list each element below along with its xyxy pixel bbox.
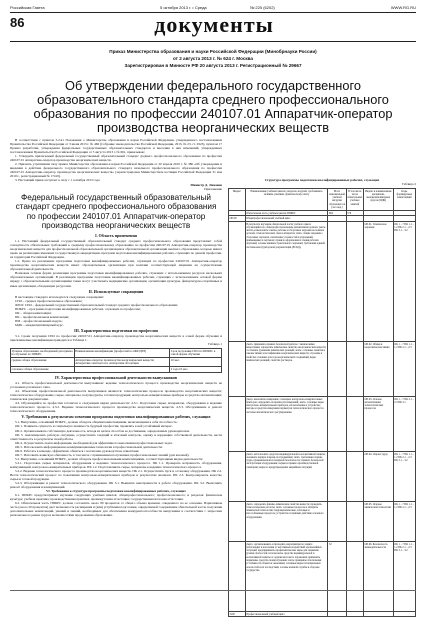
paragraph: ОК 1. Понимать сущность и социальную значимость будущей профессии, проявлять к ней устойчивый интерес. xyxy=(15,424,173,429)
table-cell: ОК 1 – 7 ПК 1.1 – 1.2 ПК 2.1 – 2.3 xyxy=(393,341,415,396)
table-row xyxy=(229,541,416,611)
table-row xyxy=(229,396,416,451)
section-heading: IV. Характеристика профессиональной деятельности выпускников xyxy=(54,375,178,381)
table-cell: среднее общее образование xyxy=(11,358,75,367)
table-cell: основное общее образование xyxy=(11,367,75,373)
table-cell xyxy=(346,396,363,451)
table1-label: Таблица 1 xyxy=(207,342,222,347)
table-cell xyxy=(346,221,363,341)
table-header-cell: Наименование учебных циклов, разделов, модулей, требования к знаниям, умениям, практическому опыту xyxy=(245,189,328,211)
table-header-cell: В том числе часов обязательных учебных занятий xyxy=(346,189,363,211)
table-cell: 2 года 10 мес. xyxy=(170,367,222,373)
paragraph: СПО – среднее профессиональное образование; xyxy=(15,298,83,303)
section-rule xyxy=(10,41,416,42)
table-cell: уметь: организовывать и проводить мероприятия по защите работающих и населения от негативных воздействий чрезвычайных ситуаций; предпринимать профилактические меры для снижения уровня опасностей; использовать средства индивидуальной и коллективной защиты от оружия массового поражения; применять первичные средства пожаротушения; знать: принципы обеспечения устойчивости объектов экономики; основные виды потенциальных опасностей и их последствия; основы военной службы и обороны государства. xyxy=(245,541,328,611)
masthead-issue: № 225 (6202) xyxy=(250,5,275,10)
standard-heading: Федеральный государственный образовательный стандарт среднего профессионального образования по профессии 240107.01 Аппаратчик-оператор производства неорганических веществ xyxy=(15,192,217,231)
minister-name: Д. Ливанов xyxy=(205,182,222,187)
table-cell: 864 xyxy=(328,210,346,215)
paragraph: ОК 4. Осуществлять поиск информации, необходимой для эффективного выполнения профессиональных задач. xyxy=(15,440,173,445)
table-header-cell: Индекс xyxy=(229,189,246,211)
paragraph: ПМ – профессиональный модуль; xyxy=(15,318,63,323)
masthead-paper: Российская Газета xyxy=(10,5,45,10)
table-cell: ОП.06. Безопасность жизнедеятельности xyxy=(363,541,393,611)
table-cell xyxy=(229,341,246,396)
appendix-label: Приложение xyxy=(204,186,222,191)
paragraph: 5.1. Выпускник, освоивший ППКРС, должен обладать общими компетенциями, включающими в себя способность: xyxy=(15,420,178,425)
table-cell xyxy=(346,501,363,541)
table-cell xyxy=(328,501,346,541)
table-cell xyxy=(328,221,346,341)
table-cell xyxy=(328,611,346,616)
masthead-site: WWW.RG.RU xyxy=(390,5,416,10)
table-header-cell: Наименование квалификации (профессий по ОКПДТР) xyxy=(74,349,169,358)
order-line-2: от 2 августа 2013 г. № 624 г. Москва xyxy=(172,56,253,61)
table-cell: уметь: использовать средства индивидуальной и коллективной защиты; оказывать первую помощь пострадавшим; знать: требования охраны труда, промышленной и пожарной безопасности; правила безопасной эксплуатации оборудования; нормы и правила производственной санитарии; меры по предупреждению аварийных ситуаций. xyxy=(245,451,328,501)
table-row xyxy=(229,451,416,501)
section-heading: III. Характеристика подготовки по профессии xyxy=(74,327,158,333)
paragraph: 5.2. Выпускник, освоивший ППКРС, должен обладать профессиональными компетенциями, соответствующими видам деятельности: xyxy=(15,456,204,461)
page-number: 86 xyxy=(10,15,25,30)
left-column xyxy=(10,138,222,588)
table-row xyxy=(11,367,222,373)
paragraph: 5.2.2. Ведение технологического процесса производства неорганических веществ. ПК 2.1. Осуществлять пуск и остановку оборудования. ПК 2.2. Вести технологический процесс по показаниям контрольно-измерительных приборов и результатам анализов. ПК 2.3. Контролировать качество сырья и готовой продукции. xyxy=(10,468,222,482)
table-cell: ОП.01. Техническое черчение xyxy=(363,221,393,341)
table-cell: ОК 1 – 7 ПК 1.1 – 1.2 ПК 2.1 – 2.3 xyxy=(393,501,415,541)
paragraph: 4.2. Объектами профессиональной деятельности выпускников являются: технологические процессы производства неорганических веществ; технологическое оборудование; сырье, материалы, полупродукты, готовая продукция; контрольно-измерительные приборы и средства автоматизации; техническая документация. xyxy=(10,389,222,402)
paragraph: ОК 2. Организовывать собственную деятельность, исходя из цели и способов ее достижения, определенных руководителем. xyxy=(15,428,190,433)
table-cell xyxy=(346,341,363,396)
paragraph: 1.1. Настоящий федеральный государственный образовательный стандарт среднего профессионального образования представляет собой совокупность обязательных требований к среднему профессиональному образованию по профессии 240107.01 Аппаратчик-оператор производства неорганических веществ для профессиональной образовательной организации и образовательной организации высшего образования, которые имеют право на реализацию имеющих государственную аккредитацию программ подготовки квалифицированных рабочих, служащих по данной профессии, на территории Российской Федерации. xyxy=(10,238,222,260)
paragraph: ОК 5. Использовать информационно-коммуникационные технологии в профессиональной деятельности. xyxy=(15,444,163,449)
table-cell: уметь: выполнять измерения с помощью контрольно-измерительных приборов; определять погрешности измерений; знать: основные виды контрольно-измерительных приборов, их назначение и устройство; методы и средства измерения параметров технологического процесса; системы автоматического регулирования. xyxy=(245,396,328,451)
table-cell: ОК 1 – 7 ПК 1.1 – 1.2 ПК 2.1 – 2.3 ПК 3.1 – 3.2 xyxy=(393,541,415,611)
paragraph: ОК 7. Исполнять воинскую обязанность, в том числе с применением полученных профессиональных знаний (для юношей). xyxy=(15,452,190,457)
table-cell: ОК 1 – 7 ПК 1.1 – 1.2 ПК 2.1 – 2.3 ПК 3.1 – 3.2 xyxy=(393,451,415,501)
intro-paragraph: 2. Признать утратившим силу приказ Министерства образования и науки Российской Федерации от 20 апреля 2010 г. № 380 «Об утверждении и введении в действие федерального государственного образовательного стандарта начального профессионального образования по профессии 240107.01 Аппаратчик-оператор производства неорганических веществ» (зарегистрирован Министерством юстиции Российской Федерации 31 мая 2010 г., регистрационный № 17410). xyxy=(10,162,222,179)
paragraph: В настоящем стандарте используются следующие сокращения: xyxy=(15,294,104,299)
paragraph: ОК 6. Работать в команде, эффективно общаться с коллегами, руководством, клиентами. xyxy=(15,448,140,453)
table-cell: В результате изучения обязательной части учебного цикла обучающийся по общепрофессиональным дисциплинам должен: уметь: читать и выполнять эскизы, рабочие и сборочные чертежи несложных деталей, технологических схем и аппаратов; знать: общие сведения о сборочных чертежах, назначение условностей и упрощений, применяемых в чертежах; правила оформления и чтения рабочих чертежей; основы машиностроительного черчения; требования единой системы конструкторской документации (ЕСКД). xyxy=(245,221,328,341)
table-cell xyxy=(74,367,169,373)
section-heading: I. Область применения xyxy=(95,232,137,238)
paragraph: 5.2.1. Подготовка сырья, материалов, оборудования к ведению технологического процесса. ПК 1.1. Проверять исправность оборудования, коммуникаций, контрольно-измерительных приборов. ПК 1.2. Подготавливать сырье, материалы к ведению технологического процесса. xyxy=(10,460,222,469)
paragraph: ОК 3. Анализировать рабочую ситуацию, осуществлять текущий и итоговый контроль, оценку и коррекцию собственной деятельности, нести ответственность за результаты своей работы. xyxy=(10,432,222,441)
section-title: документы xyxy=(154,12,274,37)
table-header-cell: Коды формируемых компетенций xyxy=(393,189,415,211)
table-cell: ОП.03. Основы автоматизации технологических процессов xyxy=(363,396,393,451)
paragraph: 1.2. Право на реализацию программы подготовки квалифицированных рабочих, служащих по профессии 240107.01 Аппаратчик-оператор производства неорганических веществ имеет образовательная организация при наличии соответствующей лицензии на осуществление образовательной деятельности. xyxy=(10,259,222,272)
table-cell: П.00 xyxy=(229,611,246,616)
intro-paragraph: 3. Настоящий приказ вступает в силу с 1 сентября 2013 года. xyxy=(15,178,101,183)
table-cell xyxy=(393,611,415,616)
section-heading: II. Используемые сокращения xyxy=(88,288,144,294)
paragraph: 6.2. Обязательная часть ППКРС должна составлять около 80 процентов от общего объема времени, отведенного на ее освоение. Вариативная часть (около 20 процентов) дает возможность расширения и (или) углубления подготовки, определяемой содержанием обязательной части, получения дополнительных компетенций, умений и знаний, необходимых для обеспечения конкурентоспособности выпускника в соответствии с запросами регионального рынка труда и возможностями продолжения образования. xyxy=(10,501,222,518)
table2-label: Таблица 2 xyxy=(401,182,416,187)
paragraph: 4.3. Обучающийся по профессии готовится к следующим видам деятельности: 4.3.1. Подготовка сырья, материалов, оборудования к ведению технологического процесса. 4.3.2. Ведение технологического процесса производства неорганических веществ. 4.3.3. Обслуживание и ремонт технологического оборудования. xyxy=(10,401,222,414)
table-cell xyxy=(363,611,393,616)
table-row xyxy=(229,341,416,396)
paragraph: 5.2.3. Обслуживание и ремонт технологического оборудования. ПК 3.1. Выявлять неисправности в работе оборудования. ПК 3.2. Выполнять ремонт оборудования и коммуникаций. xyxy=(10,481,222,490)
table-cell: 32 xyxy=(328,541,346,611)
table-row xyxy=(229,501,416,541)
table-cell xyxy=(328,341,346,396)
table-cell xyxy=(346,611,363,616)
paragraph: Возможна сетевая форма реализации программы подготовки квалифицированных рабочих, служащих с использованием ресурсов нескольких образовательных организаций. В реализации программы подготовки квалифицированных рабочих, служащих с использованием сетевой формы наряду с образовательными организациями также могут участвовать медицинские организации, организации культуры, физкультурно-спортивные и иные организации, обладающие ресурсами. xyxy=(10,271,222,288)
intro-paragraph: 1. Утвердить прилагаемый федеральный государственный образовательный стандарт среднего профессионального образования по профессии 240107.01 Аппаратчик-оператор производства неорганических веществ. xyxy=(10,154,222,163)
table-cell xyxy=(346,541,363,611)
masthead-date: 5 октября 2013 г. • Среда xyxy=(160,5,207,10)
table-cell: ОП.05. Основы химической технологии xyxy=(363,501,393,541)
table-1 xyxy=(10,348,222,373)
table-cell: ОК 1 – 7 ПК 1.1 – 1.2 ПК 2.1 – 2.3 ПК 3.1 – 3.2 xyxy=(393,221,415,341)
footer-rule xyxy=(10,590,416,591)
table-header-row xyxy=(229,189,416,211)
order-line-3: Зарегистрирован в Минюсте РФ 20 августа 2013 г. Регистрационный № 29667 xyxy=(124,63,302,68)
section-heading: VI. Требования к структуре программы подготовки квалифицированных рабочих, служащих xyxy=(46,489,186,494)
table-cell xyxy=(328,451,346,501)
table-cell: Обязательная часть учебных циклов ППКРС xyxy=(245,210,328,215)
intro-paragraph: В соответствии с пунктом 5.2.41 Положения о Министерстве образования и науки Российской Федерации, утвержденного постановлением Правительства Российской Федерации от 3 июня 2013 г. № 466 (Собрание законодательства Российской Федерации, 2013, № 23, ст. 2923), пунктом 17 Правил разработки, утверждения федеральных государственных образовательных стандартов и внесения в них изменений, утвержденных постановлением Правительства Российской Федерации от 5 августа 2013 г. № 661, приказываю: xyxy=(10,138,222,155)
table-cell: Аппаратчик-оператор производства неорганических веществ; Аппаратчик очистки газа; Аппаратчик абсорбции xyxy=(74,358,169,367)
paragraph: ФГОС СПО – федеральный государственный образовательный стандарт среднего профессионального образования; xyxy=(15,302,178,307)
table2-caption-block xyxy=(228,178,416,188)
paragraph: ОК – общая компетенция; xyxy=(15,310,52,315)
paragraph: МДК – междисциплинарный курс. xyxy=(15,322,64,327)
table-cell xyxy=(229,501,246,541)
paragraph: 3.1. Сроки получения СПО по профессии 240107.01 Аппаратчик-оператор производства неорганических веществ в очной форме обучения и присваиваемые квалификации приводятся в Таблице 1. xyxy=(10,333,222,342)
table-row xyxy=(229,221,416,341)
table-cell xyxy=(346,451,363,501)
table-header-cell: Всего максимальной учебной нагрузки обучающегося (час./нед.) xyxy=(328,189,346,210)
table-2 xyxy=(228,188,416,617)
table-cell xyxy=(229,451,246,501)
table-row xyxy=(11,358,222,367)
table-cell xyxy=(229,396,246,451)
table-cell: 576 xyxy=(346,210,363,215)
article-headline: Об утверждении федерального государственного образовательного стандарта среднего профессионального образования по профессии 240107.01 Аппаратчик-оператор производства неорганических веществ xyxy=(33,78,393,135)
table-cell: уметь: определять физико-химические свойства веществ; проводить технологические расчеты; знать: основные процессы и аппараты химической технологии; гидромеханические, тепловые и массообменные процессы; устройство и принцип действия основного оборудования. xyxy=(245,501,328,541)
table-header-cell: Срок получения СПО по ППКРС в очной форме обучения xyxy=(170,349,222,358)
table-cell: 10 мес. xyxy=(170,358,222,367)
paragraph: ППКРС – программа подготовки квалифицированных рабочих, служащих по профессии; xyxy=(15,306,141,311)
table-header-cell: Уровень образования, необходимый для приема на обучение по ППКРС xyxy=(11,348,73,357)
table-header-row xyxy=(11,349,222,358)
table-cell xyxy=(328,396,346,451)
table-cell: уметь: применять правила безопасной работы с химическими веществами; определять химические свойства неорганических веществ; составлять уравнения химических реакций; знать: основные понятия и законы химии; классификацию неорганических веществ; строение и свойства основных классов неорганических соединений; виды химических реакций; свойства растворов. xyxy=(245,341,328,396)
table-header-cell: Индекс и наименование дисциплин, междисциплинарных курсов (МДК) xyxy=(363,189,393,211)
table-cell: ОК 1 – 7 ПК 2.1 – 2.3 ПК 3.1 xyxy=(393,396,415,451)
table-row xyxy=(229,611,416,616)
order-line-1: Приказ Министерства образования и науки Российской Федерации (Минобрнауки России) xyxy=(109,49,317,54)
table-cell: ОП.00 xyxy=(229,216,246,221)
table-cell: Общепрофессиональный учебный цикл xyxy=(245,216,328,221)
table-cell xyxy=(229,221,246,341)
section-heading: V. Требования к результатам освоения программы подготовки квалифицированных рабочих, служащих xyxy=(21,414,211,420)
table-cell: ОП.02. Общая и неорганическая химия xyxy=(363,341,393,396)
paragraph: 4.1. Область профессиональной деятельности выпускников: ведение технологического процесса производства неорганических веществ на установках различного типа. xyxy=(10,381,222,390)
table-cell: ОП.04. Охрана труда xyxy=(363,451,393,501)
paragraph: 6.1. ППКРС предусматривает изучение следующих учебных циклов: общепрофессионального; профессионального; и разделов: физическая культура; учебная практика; производственная практика; промежуточная аттестация; государственная итоговая аттестация. xyxy=(10,493,222,502)
table2-caption: Структура программы подготовки квалифицированных рабочих, служащих xyxy=(264,178,380,182)
minister-title: Министр xyxy=(190,182,205,187)
paragraph: ПК – профессиональная компетенция; xyxy=(15,314,69,319)
table-cell: Профессиональный учебный цикл xyxy=(245,611,328,616)
table-cell xyxy=(229,541,246,611)
